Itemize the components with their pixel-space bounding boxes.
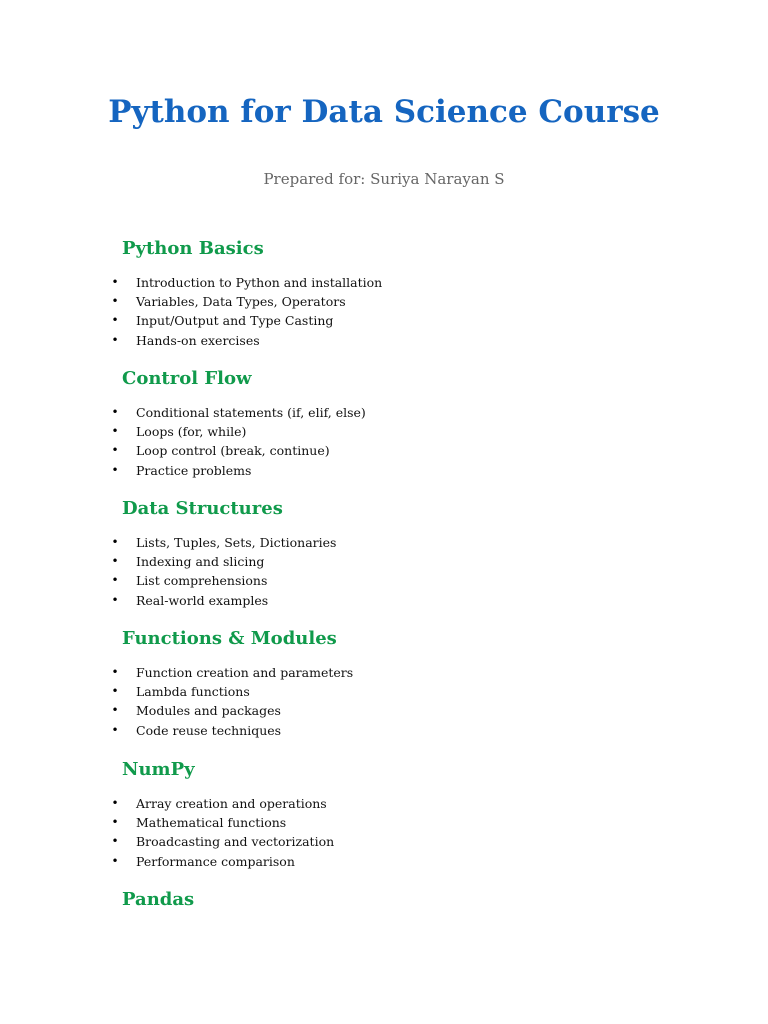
section-data-structures	[111, 496, 682, 608]
list-item-text: Lambda functions	[136, 684, 250, 700]
bullet-icon: •	[111, 294, 119, 309]
list-item	[110, 441, 366, 460]
bullet-icon: •	[111, 665, 119, 679]
bullet-list	[110, 273, 382, 350]
list-item	[110, 721, 353, 740]
list-item	[110, 422, 366, 441]
list-item	[110, 533, 336, 552]
bullet-list	[110, 794, 334, 871]
list-item	[110, 701, 353, 720]
list-item-text: Practice problems	[136, 462, 252, 478]
list-item-text: Loop control (break, continue)	[136, 443, 330, 459]
list-item	[110, 794, 334, 813]
bullet-icon: •	[111, 592, 119, 607]
list-item	[110, 403, 366, 422]
section-control-flow	[111, 366, 682, 478]
bullet-icon: •	[111, 332, 119, 347]
list-item	[110, 331, 382, 350]
page-title: Python for Data Science Course	[108, 94, 660, 130]
bullet-list	[110, 663, 353, 740]
list-item-text: Introduction to Python and installation	[136, 275, 383, 290]
bullet-icon: •	[111, 535, 119, 549]
list-item-text: Loops (for, while)	[136, 424, 247, 440]
list-item-text: Array creation and operations	[136, 796, 327, 811]
list-item-text: Mathematical functions	[136, 815, 287, 831]
list-item	[110, 591, 336, 610]
section-heading: Pandas	[122, 889, 195, 910]
bullet-icon: •	[111, 405, 119, 419]
list-item	[110, 813, 334, 832]
bullet-icon: •	[111, 722, 119, 737]
section-pandas	[122, 887, 682, 913]
list-item-text: Hands-on exercises	[136, 332, 260, 348]
list-item-text: Modules and packages	[136, 703, 281, 719]
bullet-icon: •	[111, 424, 119, 439]
bullet-icon: •	[111, 275, 119, 289]
section-python-basics	[111, 236, 682, 348]
bullet-icon: •	[111, 462, 119, 477]
list-item-text: Variables, Data Types, Operators	[136, 294, 346, 310]
section-numpy	[111, 757, 682, 869]
list-item	[110, 461, 366, 480]
list-item-text: Input/Output and Type Casting	[136, 313, 334, 329]
section-heading: Data Structures	[122, 498, 283, 519]
bullet-list	[110, 533, 336, 610]
list-item	[110, 832, 334, 851]
list-item-text: List comprehensions	[136, 573, 268, 589]
list-item-text: Broadcasting and vectorization	[136, 834, 335, 850]
list-item-text: Lists, Tuples, Sets, Dictionaries	[136, 535, 337, 550]
list-item-text: Code reuse techniques	[136, 722, 282, 738]
section-heading: Control Flow	[122, 368, 252, 389]
bullet-icon: •	[111, 853, 119, 868]
list-item	[110, 852, 334, 871]
list-item-text: Performance comparison	[136, 853, 295, 869]
bullet-icon: •	[111, 554, 119, 569]
bullet-icon: •	[111, 684, 119, 699]
list-item	[110, 273, 382, 292]
bullet-icon: •	[111, 573, 119, 588]
list-item	[110, 311, 382, 330]
list-item-text: Conditional statements (if, elif, else)	[136, 405, 366, 420]
bullet-icon: •	[111, 834, 119, 849]
list-item-text: Indexing and slicing	[136, 554, 265, 570]
section-heading: Functions & Modules	[122, 628, 337, 649]
section-heading: Python Basics	[122, 238, 264, 259]
list-item	[110, 682, 353, 701]
bullet-icon: •	[111, 313, 119, 328]
list-item-text: Function creation and parameters	[136, 665, 354, 680]
page-subtitle: Prepared for: Suriya Narayan S	[263, 170, 505, 188]
list-item	[110, 663, 353, 682]
section-heading: NumPy	[122, 759, 195, 780]
bullet-icon: •	[111, 443, 119, 458]
section-functions-modules	[111, 626, 682, 738]
bullet-list	[110, 403, 366, 480]
list-item	[110, 292, 382, 311]
list-item	[110, 552, 336, 571]
bullet-icon: •	[111, 796, 119, 810]
list-item-text: Real-world examples	[136, 592, 269, 608]
bullet-icon: •	[111, 703, 119, 718]
bullet-icon: •	[111, 815, 119, 830]
list-item	[110, 571, 336, 590]
